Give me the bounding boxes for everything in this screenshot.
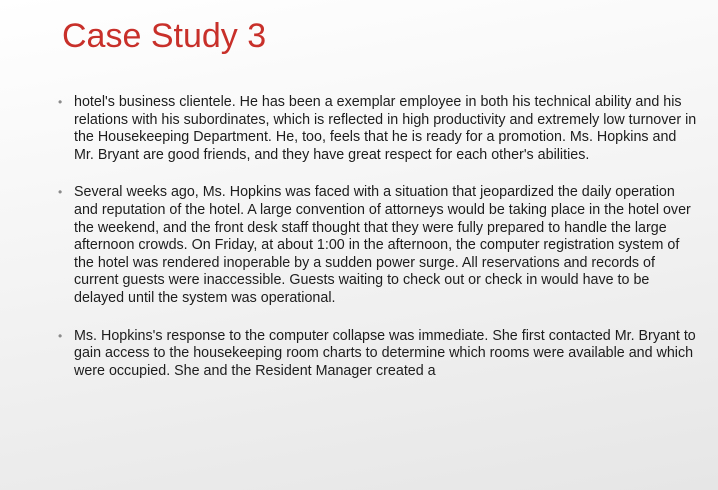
bullet-item bbox=[58, 328, 698, 381]
bullet-marker-icon: • bbox=[58, 185, 63, 200]
bullet-text: Several weeks ago, Ms. Hopkins was faced with a situation that jeopardized the daily operation and reputation of the hotel. A large convention of attorneys would be taking place in the hotel over the weekend, and the front desk staff thought that they were fully prepared to handle the large afternoon crowds. On Friday, at about 1:00 in the afternoon, the computer registration system of the hotel was rendered inoperable by a sudden power surge. All reservations and records of current guests were inaccessible. Guests waiting to check out or check in would have to be delayed until the system was operational. bbox=[74, 184, 691, 306]
bullet-text: hotel's business clientele. He has been a exemplar employee in both his technical ability and his relations with his subordinates, which is reflected in high productivity and extremely low turnover in the Housekeeping Department. He, too, feels that he is ready for a promotion. Ms. Hopkins and Mr. Bryant are good friends, and they have great respect for each other's abilities. bbox=[74, 94, 697, 163]
bullet-marker-icon: • bbox=[58, 328, 63, 343]
bullet-item bbox=[58, 184, 698, 307]
slide-title: Case Study 3 bbox=[62, 17, 267, 55]
bullet-list bbox=[58, 94, 698, 400]
bullet-item bbox=[58, 94, 698, 164]
bullet-marker-icon: • bbox=[58, 95, 63, 109]
bullet-text: Ms. Hopkins's response to the computer collapse was immediate. She first contacted Mr. Bryant to gain access to the housekeeping room charts to determine which rooms were available and which were occupied. She and the Resident Manager created a bbox=[74, 327, 696, 379]
